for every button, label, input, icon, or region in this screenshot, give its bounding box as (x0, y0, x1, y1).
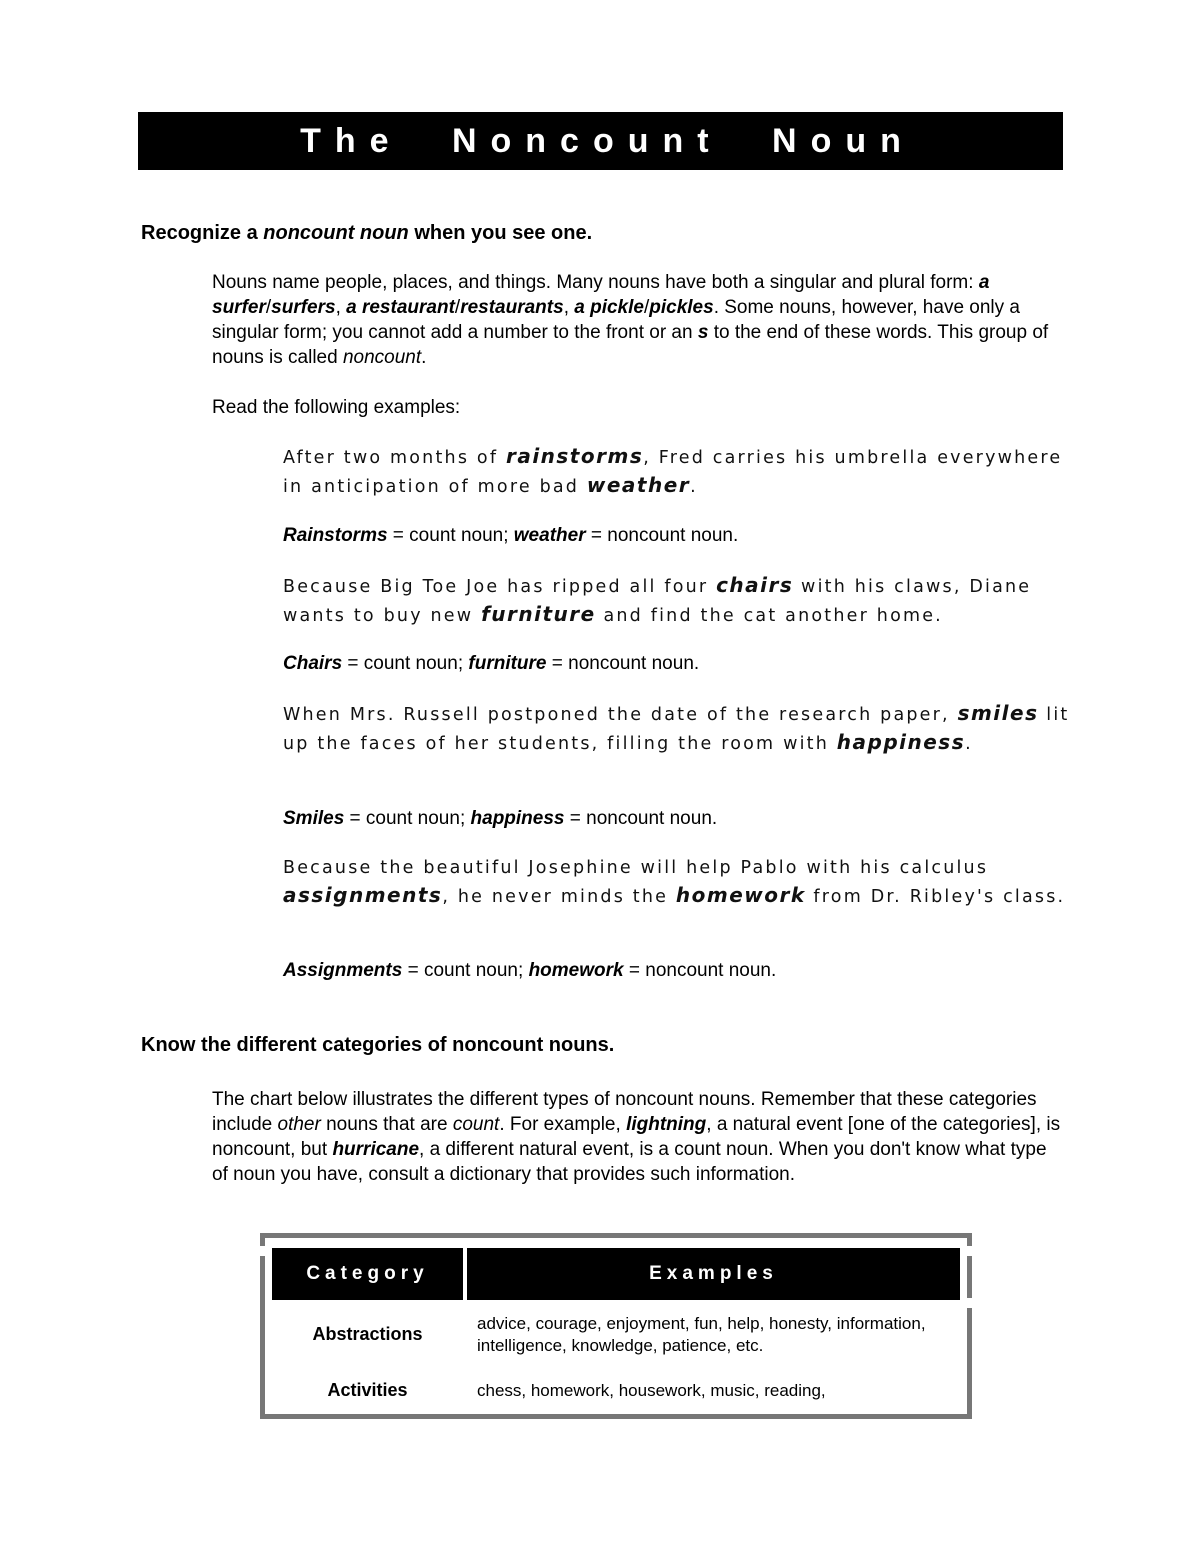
example-answer-2: Chairs = count noun; furniture = noncount noun. (283, 653, 700, 674)
column-header-examples: Examples (467, 1248, 960, 1300)
page-title: The Noncount Noun (300, 121, 915, 160)
table-row-examples: advice, courage, enjoyment, fun, help, honesty, information, intelligence, knowledge, patience, etc. (477, 1314, 926, 1355)
section-heading-recognize: Recognize a noncount noun when you see one. (141, 222, 593, 244)
table-row-category: Activities (327, 1380, 408, 1400)
categories-paragraph: The chart below illustrates the different types of noncount nouns. Remember that these categories include other nouns that are count. For example, lightning, a natural event [one of the categories], is noncount, but hurricane, a different natural event, is a count noun. When you don't know what type of noun you have, consult a dictionary that provides such information. (212, 1089, 1061, 1185)
example-sentence-4: Because the beautiful Josephine will help Pablo with his calculus assignments, he never minds the homework from Dr. Ribley's class. (283, 858, 1066, 907)
example-answer-4: Assignments = count noun; homework = noncount noun. (283, 960, 777, 981)
frame-notch (967, 1246, 972, 1256)
example-sentence-2: Because Big Toe Joe has ripped all four chairs with his claws, Diane wants to buy new furniture and find the cat another home. (283, 573, 1032, 626)
section-heading-categories: Know the different categories of noncount nouns. (141, 1034, 615, 1056)
page-title-bar (138, 112, 1063, 170)
table-row-category: Abstractions (312, 1324, 423, 1344)
example-sentence-3: When Mrs. Russell postponed the date of the research paper, smiles lit up the faces of her students, filling the room with happiness. (283, 701, 1070, 754)
column-header-category: Category (272, 1248, 463, 1300)
example-answer-3: Smiles = count noun; happiness = noncount noun. (283, 808, 718, 829)
read-examples-line: Read the following examples: (212, 397, 461, 418)
table-row-examples: chess, homework, housework, music, reading, (477, 1381, 826, 1400)
example-sentence-1: After two months of rainstorms, Fred carries his umbrella everywhere in anticipation of more bad weather. (283, 444, 1063, 497)
example-answer-1: Rainstorms = count noun; weather = noncount noun. (283, 525, 739, 546)
intro-paragraph: Nouns name people, places, and things. Many nouns have both a singular and plural form: a surfer/surfers, a restaurant/restaurants, a pickle/pickles. Some nouns, however, have only a singular form; you cannot add a number to the front or an s to the end of these words. This group of nouns is called noncount. (212, 272, 1049, 368)
frame-notch (260, 1246, 265, 1256)
frame-notch (967, 1298, 972, 1308)
